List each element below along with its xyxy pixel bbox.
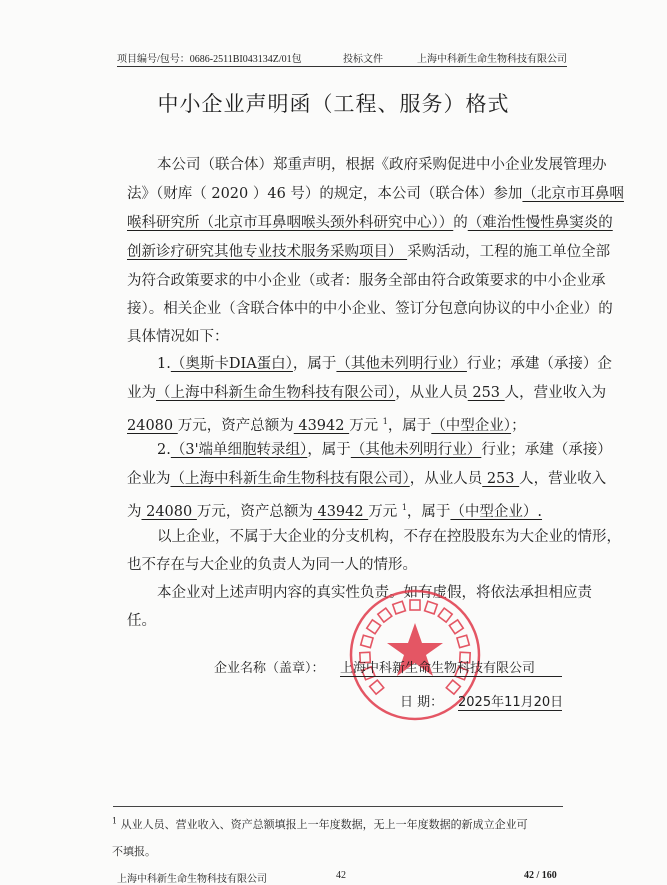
body-line	[127, 469, 607, 489]
seal-glyph	[378, 608, 392, 622]
text-segment: 为	[127, 503, 142, 520]
header-company: 上海中科新生命生物科技有限公司	[417, 54, 567, 65]
seal-glyph	[393, 601, 406, 614]
footnote-ref: 1	[401, 503, 407, 512]
company-name-label: 企业名称（盖章）：	[214, 661, 325, 676]
body-line	[127, 555, 562, 575]
body-line	[157, 527, 621, 547]
filled-field: 24080	[127, 417, 178, 434]
body-line	[127, 498, 562, 518]
body-line	[127, 184, 624, 204]
body-line	[127, 299, 613, 319]
text-segment: 人，营业收入	[519, 471, 607, 487]
seal-glyph	[361, 635, 373, 647]
body-line	[127, 242, 611, 262]
filled-field: （北京市耳鼻咽	[522, 186, 624, 202]
filled-field: （中型企业）.	[450, 503, 543, 520]
text-segment: ，属于	[406, 503, 451, 520]
body-line	[127, 271, 606, 291]
body-line	[127, 383, 607, 403]
filled-field: 253	[467, 385, 505, 401]
text-segment: 行业；承建（承接）	[481, 442, 612, 458]
text-segment: 人，营业收入为	[504, 385, 607, 401]
text-segment: ，属于	[292, 356, 337, 372]
footnote-ref: 1	[382, 417, 388, 426]
text-segment: 任。	[127, 613, 156, 629]
filled-field: （难治性慢性鼻窦炎的	[467, 215, 613, 231]
footer-company: 上海中科新生命生物科技有限公司	[117, 874, 267, 885]
seal-glyph	[370, 680, 384, 694]
date-label: 日 期：	[400, 695, 444, 710]
text-segment: ，属于	[307, 442, 351, 458]
body-line	[127, 213, 613, 233]
filled-field: （中型企业）	[431, 417, 512, 434]
footer-page-count: 42 / 160	[524, 870, 557, 881]
filled-field: 创新诊疗研究其他专业技术服务采购项目）	[127, 244, 408, 260]
seal-glyph	[425, 601, 438, 614]
text-segment: 具体情况如下：	[127, 329, 229, 345]
text-segment: 2.	[157, 442, 171, 458]
seal-glyph	[449, 620, 463, 634]
text-segment: 法》（财库（ 2020 ）46 号）的规定，本公司（联合体）参加	[127, 186, 523, 202]
text-segment: ，从业人员	[409, 471, 483, 487]
filled-field: （上海中科新生命生物科技有限公司）	[156, 385, 396, 401]
project-number: 项目编号/包号：0686-2511BI043134Z/01包	[117, 54, 302, 65]
filled-field: 43942	[293, 417, 350, 434]
text-segment: 万元	[349, 417, 383, 434]
filled-field: （上海中科新生命生物科技有限公司）	[170, 471, 410, 487]
filled-field: （奥斯卡DIA蛋白）	[170, 356, 293, 372]
body-line	[157, 354, 612, 374]
filled-field: 253	[482, 471, 520, 487]
text-segment: 本公司（联合体）郑重声明，根据《政府采购促进中小企业发展管理办	[157, 157, 607, 173]
footnote-text: 从业人员、营业收入、资产总额填报上一年度数据，无上一年度数据的新成立企业可	[120, 818, 528, 831]
text-segment: 业为	[127, 385, 156, 401]
text-segment: 以上企业，不属于大企业的分支机构，不存在控股股东为大企业的情形，	[157, 529, 621, 545]
filled-field: 喉科研究所（北京市耳鼻咽喉头颈外科研究中心））	[127, 215, 454, 231]
text-segment: 接）。相关企业（含联合体中的中小企业、签订分包意向协议的中小企业）的	[127, 301, 613, 317]
body-line	[127, 327, 562, 347]
body-line	[127, 412, 562, 432]
date-value: 2025年11月20日	[458, 691, 562, 711]
footer-page: 42	[336, 870, 346, 881]
text-segment: ，从业人员	[395, 385, 468, 401]
page-title: 中小企业声明函（工程、服务）格式	[157, 92, 510, 116]
text-segment: 1.	[157, 356, 171, 372]
text-segment: 行业；承建（承接）企	[466, 356, 612, 372]
text-segment: 采购活动，工程的施工单位全部	[407, 244, 611, 260]
body-line	[157, 155, 607, 175]
filled-field: （其他未列明行业）	[350, 442, 482, 458]
footnote-divider	[113, 806, 563, 807]
document-type: 投标文件	[343, 54, 383, 65]
text-segment: ；	[511, 417, 526, 434]
footnote-line-2: 不填报。	[112, 845, 156, 858]
seal-glyph	[367, 620, 381, 634]
text-segment: 本企业对上述声明内容的真实性负责。如有虚假，将依法承担相应责	[157, 585, 592, 601]
body-line	[157, 440, 612, 460]
seal-glyph	[410, 600, 420, 610]
text-segment: 企业为	[127, 471, 171, 487]
body-line	[127, 611, 562, 631]
text-segment: 也不存在与大企业的负责人为同一人的情形。	[127, 557, 417, 573]
text-segment: 为符合政策要求的中小企业（或者：服务全部由符合政策要求的中小企业承	[127, 273, 606, 289]
text-segment: 万元，资产总额为	[196, 503, 313, 520]
seal-glyph	[438, 608, 452, 622]
filled-field: （其他未列明行业）	[336, 356, 467, 372]
filled-field: （3'端单细胞转录组）	[170, 442, 308, 458]
text-segment: 的	[453, 215, 468, 231]
text-segment: 万元	[368, 503, 402, 520]
filled-field: 43942	[312, 503, 369, 520]
header-divider	[117, 66, 567, 67]
text-segment: 万元，资产总额为	[177, 417, 294, 434]
company-name-value: 上海中科新生命生物科技有限公司	[340, 657, 562, 677]
filled-field: 24080	[141, 503, 197, 520]
text-segment: ，属于	[387, 417, 432, 434]
footnote-mark: 1	[112, 816, 118, 826]
seal-glyph	[457, 635, 469, 647]
footnote-line-1	[112, 816, 528, 832]
